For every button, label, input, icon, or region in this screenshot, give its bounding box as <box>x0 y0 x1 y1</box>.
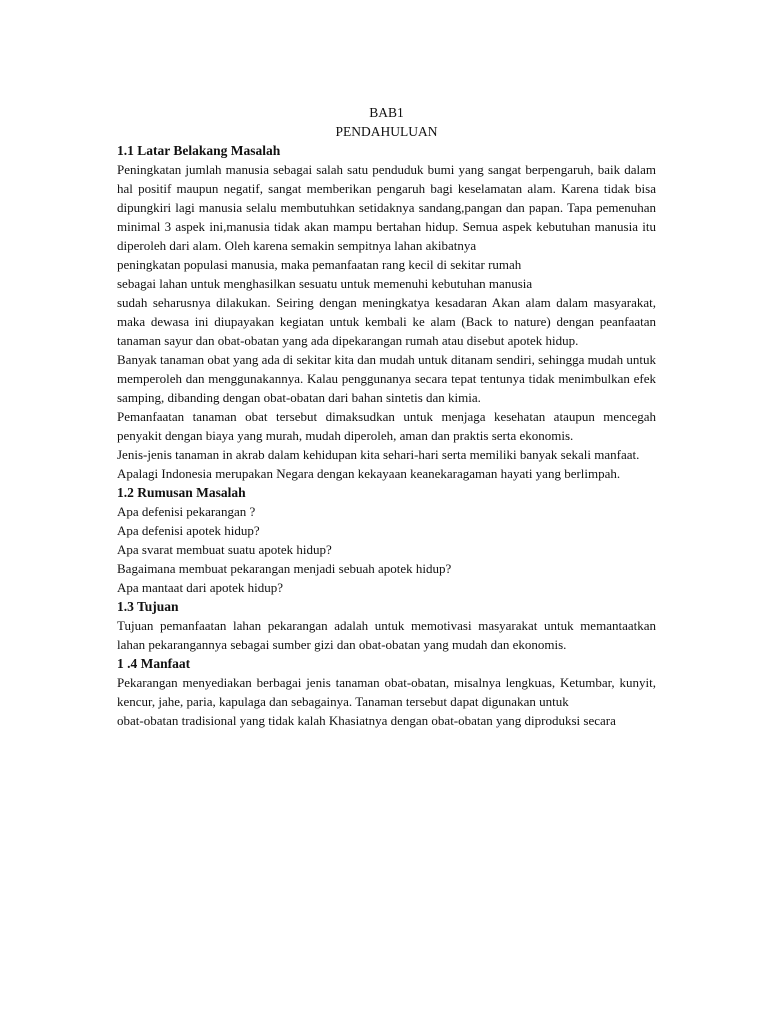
text-line: sebagai lahan untuk menghasilkan sesuatu untuk memenuhi kebutuhan manusia <box>117 276 533 291</box>
paragraph-manfaat: Pekarangan menyediakan berbagai jenis tanaman obat-obatan, misalnya lengkuas, Ketumbar, kunyit, kencur, jahe, paria, kapulaga dan sebagainya. Tanaman tersebut dapat digunakan untuk <box>117 675 656 709</box>
list-item: Bagaimana membuat pekarangan menjadi sebuah apotek hidup? <box>117 561 452 576</box>
list-item: Apa defenisi apotek hidup? <box>117 523 260 538</box>
list-item: Apa svarat membuat suatu apotek hidup? <box>117 542 332 557</box>
paragraph-intro: Peningkatan jumlah manusia sebagai salah satu penduduk bumi yang sangat berpengaruh, baik dalam hal positif maupun negatif, sangat memberikan pengaruh bagi keselamatan alam. Karena tidak bisa dipungkiri lagi manusia selalu membutuhkan setidaknya sandang,pangan dan papan. Tapa pemenuhan minimal 3 aspek ini,manusia tidak akan mampu bertahan hidup. Semua aspek kebutuhan manusia itu diperoleh dari alam. Oleh karena semakin sempitnya lahan akibatnya <box>117 162 656 253</box>
list-item: Apa mantaat dari apotek hidup? <box>117 580 284 595</box>
section-title-rumusan-masalah: 1.2 Rumusan Masalah <box>117 485 246 500</box>
paragraph-back-to-nature: sudah seharusnya dilakukan. Seiring dengan meningkatya kesadaran Akan alam dalam masyarakat, maka dewasa ini diupayakan kegiatan untuk kembali ke alam (Back to nature) dengan peanfaatan tanaman sayur dan obat-obatan yang ada dipekarangan rumah atau disebut apotek hidup. <box>117 295 656 348</box>
section-title-manfaat: 1 .4 Manfaat <box>117 656 191 671</box>
text-line: obat-obatan tradisional yang tidak kalah Khasiatnya dengan obat-obatan yang diproduksi secara <box>117 713 616 728</box>
paragraph-tanaman-obat: Banyak tanaman obat yang ada di sekitar kita dan mudah untuk ditanam sendiri, sehingga mudah untuk memperoleh dan menggunakannya. Kalau penggunanya secara tepat tentunya tidak menimbulkan efek samping, dibanding dengan obat-obatan dari bahan sintetis dan kimia. <box>117 352 656 405</box>
list-item: Apa defenisi pekarangan ? <box>117 504 256 519</box>
document-page <box>117 103 656 730</box>
text-line: peningkatan populasi manusia, maka pemanfaatan rang kecil di sekitar rumah <box>117 257 522 272</box>
text-line: Apalagi Indonesia merupakan Negara dengan kekayaan keanekaragaman hayati yang berlimpah. <box>117 466 621 481</box>
text-line: Jenis-jenis tanaman in akrab dalam kehidupan kita sehari-hari serta memiliki banyak sekali manfaat. <box>117 447 640 462</box>
chapter-number: BAB1 <box>369 105 404 120</box>
section-title-tujuan: 1.3 Tujuan <box>117 599 179 614</box>
section-title-latar-belakang: 1.1 Latar Belakang Masalah <box>117 143 281 158</box>
paragraph-pemanfaatan: Pemanfaatan tanaman obat tersebut dimaksudkan untuk menjaga kesehatan ataupun mencegah penyakit dengan biaya yang murah, mudah diperoleh, aman dan praktis serta ekonomis. <box>117 409 656 443</box>
paragraph-tujuan: Tujuan pemanfaatan lahan pekarangan adalah untuk memotivasi masyarakat untuk memantaatkan lahan pekarangannyа sebagai sumber gizi dan obat-obatan yang mudah dan ekonomis. <box>117 618 656 652</box>
chapter-title: PENDAHULUAN <box>335 124 438 139</box>
